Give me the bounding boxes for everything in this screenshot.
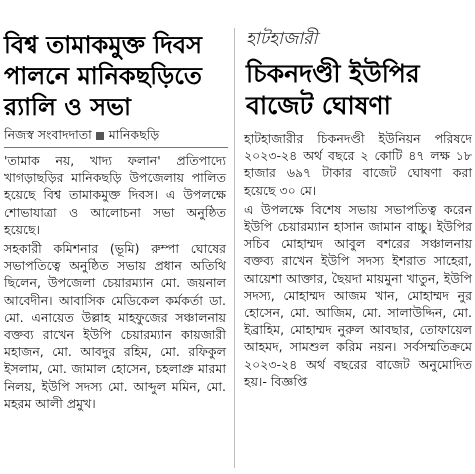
- left-article-paragraph: সহকারী কমিশনার (ভূমি) রুম্পা ঘোষের সভাপতিত্বে অনুষ্ঠিত সভায় প্রধান অতিথি ছিলেন, উপজেলা চেয়ারম্যান মো. জয়নাল আবেদীন। আবাসিক মেডিকেল কর্মকর্তা ডা. মো. এনায়েত উল্লাহ মাহফুজের সঞ্চালনায় বক্তব্য রাখেন ইউপি চেয়ারম্যান কায়জারী মহাজন, মো. আবদুর রহিম, মো. রফিকুল ইসলাম, মো. জামাল হোসেন, চহলাপ্রু মারমা নিলয়, ইউপি সদস্য মো. আব্দুল মমিন, মো. মহরম আলী প্রমুখ।: [4, 241, 226, 411]
- byline-separator-icon: [96, 132, 104, 140]
- right-article-paragraph: হাটহাজারীর চিকনদণ্ডী ইউনিয়ন পরিষদে ২০২৩-২৪ অর্থ বছরে ২ কোটি ৪৭ লক্ষ ১৮ হাজার ৬৯৭ টাকার বাজেট ঘোষণা করা হয়েছে ৩০ মে।: [244, 131, 472, 198]
- column-divider: [234, 28, 235, 468]
- right-article-paragraph: এ উপলক্ষে বিশেষ সভায় সভাপতিত্ব করেন ইউপি চেয়ারম্যান হাসান জামান বাচ্চু। ইউপির সচিব মোহাম্মদ আবুল বশরের সঞ্চালনায় বক্তব্য রাখেন ইউপি সদস্য ইশরাত সাহেরা, আয়েশা আক্তার, ছৈয়দা মায়মুনা খাতুন, ইউপি সদস্য, মোহাম্মদ আজম খান, মোহাম্মদ নুর হোসেন, মো. আজিম, মো. সালাউদ্দিন, মো. ইব্রাহিম, মোহাম্মদ নুরুল আবছার, তোফায়েল আহমদ, সামশুল করিম নয়ন। সর্বসম্মতিক্রমে ২০২৩-২৪ অর্থ বছরের বাজেট অনুমোদিত হয়।- বিজ্ঞপ্তি: [244, 201, 472, 389]
- byline-location: মানিকছড়ি: [108, 127, 160, 142]
- byline-rule: [4, 147, 228, 148]
- left-article-byline: [4, 127, 228, 143]
- right-article-kicker: হাটহাজারী: [246, 29, 318, 49]
- byline-author: নিজস্ব সংবাদদাতা: [4, 127, 92, 142]
- right-article-body: [244, 130, 472, 390]
- left-article-body: [4, 152, 226, 412]
- left-article-paragraph: 'তামাক নয়, খাদ্য ফলান' প্রতিপাদ্যে খাগড়াছড়ির মানিকছড়ি উপজেলায় পালিত হয়েছে বিশ্ব তামাকমুক্ত দিবস। এ উপলক্ষে শোভাযাত্রা ও আলোচনা সভা অনুষ্ঠিত হয়েছে।: [4, 153, 226, 237]
- left-article-headline: বিশ্ব তামাকমুক্ত দিবস পালনে মানিকছড়িতে র‍্যালি ও সভা: [4, 31, 203, 121]
- right-article-headline: চিকনদণ্ডী ইউপির বাজেট ঘোষণা: [246, 59, 420, 120]
